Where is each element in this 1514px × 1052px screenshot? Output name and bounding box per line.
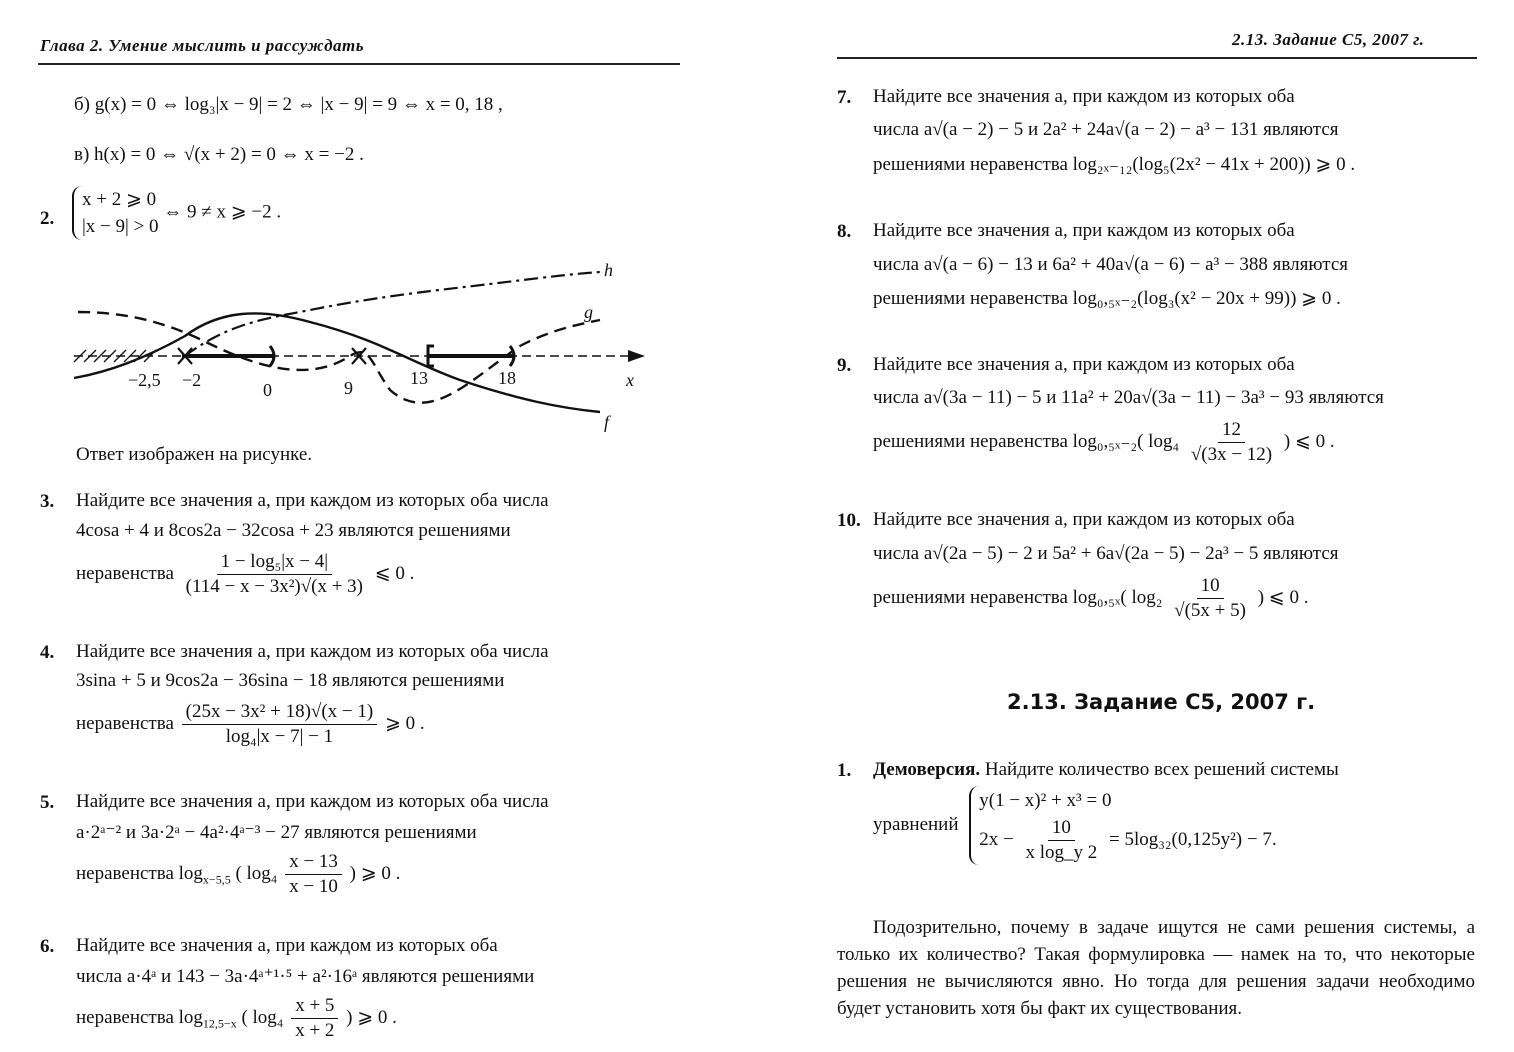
item-6-number: 6.: [40, 936, 55, 957]
item-8-number: 8.: [837, 221, 852, 242]
answer-text: Ответ изображен на рисунке.: [76, 444, 313, 465]
item-7-line-3: решениями неравенства log₂ₓ₋₁₂(log₅(2x² − 41x + 200)) ⩾ 0 .: [873, 154, 1356, 175]
closing-paragraph: Подозрительно, почему в задаче ищутся не сами решения системы, а только их количество? Такая формулировка — намек на то, что некоторые решения не вычисляются явно. Но тогда для решения задачи необходимо будет установить хотя бы факт их существования.: [837, 917, 1475, 1019]
system-line-1: x + 2 ⩾ 0: [82, 189, 157, 210]
right-running-header: 2.13. Задание C5, 2007 г.: [1232, 30, 1425, 49]
item-4-line-3: неравенства $\frac{\text{(25x − 3x² + 18)√(x − 1)}}{\text{log₄|x − 7| − 1}}$ ⩾ 0 .: [76, 701, 425, 747]
left-running-header: Глава 2. Умение мыслить и рассуждать: [40, 36, 364, 55]
item-5-line-3: неравенства $\log_{x-5,5}$ ( log₄ $\frac{x - 13}{x - 10}$ ) ⩾ 0 .: [76, 851, 401, 897]
item-3-number: 3.: [40, 491, 55, 512]
demo-number: 1.: [837, 760, 852, 781]
item-3-fraction: $\frac{\text{1 − log₅|x − 4|}}{\text{(114 − x − 3x²)√(x + 3)}}$: [185, 551, 364, 597]
item-5-number: 5.: [40, 792, 55, 813]
x-axis-arrow: [628, 350, 645, 362]
item-3-line-1: Найдите все значения a, при каждом из которых оба числа: [76, 490, 549, 511]
item-10-line-2: числа a√(2a − 5) − 2 и 5a² + 6a√(2a − 5) − 2a³ − 5 являются: [873, 543, 1339, 564]
item-5-fraction: $\frac{x - 13}{x - 10}$: [285, 850, 342, 899]
item-10-number: 10.: [837, 510, 861, 531]
right-header-rule: [837, 57, 1477, 59]
demo-line-1: Демоверсия. Найдите количество всех решений системы: [873, 759, 1339, 780]
item-4-fraction: $\frac{\text{(25x − 3x² + 18)√(x − 1)}}{\text{log₄|x − 7| − 1}}$: [182, 700, 378, 749]
label-g: g: [584, 302, 593, 322]
item-3-line-2: 4cosa + 4 и 8cos2a − 32cosa + 23 являются решениями: [76, 520, 511, 541]
solution-line-v: в) h(x) = 0 ⇔ √(x + 2) = 0 ⇔ x = −2 .: [74, 144, 364, 165]
item-9-line-2: числа a√(3a − 11) − 5 и 11a² + 20a√(3a − 11) − 3a³ − 93 являются: [873, 387, 1384, 408]
label-9: 9: [344, 378, 353, 398]
item-8-line-3: решениями неравенства log₀,₅ₓ₋₂(log₃(x² − 20x + 99)) ⩾ 0 .: [873, 288, 1341, 309]
section-title: 2.13. Задание C5, 2007 г.: [1007, 690, 1316, 714]
item-7-line-2: числа a√(a − 2) − 5 и 2a² + 24a√(a − 2) − a³ − 131 являются: [873, 119, 1339, 140]
label-x: x: [626, 370, 634, 390]
item-9-line-3: решениями неравенства log₀,₅ₓ₋₂( log₄ $\frac{12}{√(3x - 12)}$ ) ⩽ 0 .: [873, 419, 1335, 465]
item-5-line-1: Найдите все значения a, при каждом из которых оба числа: [76, 791, 549, 812]
demo-eq-2: 2x − $\frac{10}{\text{x log\_y 2}}$ = 5log₃₂(0,125y²) − 7.: [979, 817, 1277, 863]
item-4-line-1: Найдите все значения a, при каждом из которых оба числа: [76, 641, 549, 662]
left-header-rule: [38, 63, 680, 65]
label-18: 18: [498, 368, 516, 388]
item-10-line-1: Найдите все значения a, при каждом из которых оба: [873, 509, 1295, 530]
label-13: 13: [410, 368, 428, 388]
item-3-line-3: неравенства $\frac{\text{1 − log₅|x − 4|}}{\text{(114 − x − 3x²)√(x + 3)}}$ ⩽ 0 .: [76, 551, 415, 597]
item-4-line-2: 3sina + 5 и 9cos2a − 36sina − 18 являются решениями: [76, 670, 505, 691]
item-7-number: 7.: [837, 87, 852, 108]
label-f: f: [604, 412, 610, 432]
item-6-line-1: Найдите все значения a, при каждом из которых оба: [76, 935, 498, 956]
label-minus-2-5: −2,5: [128, 370, 161, 390]
item-8-line-1: Найдите все значения a, при каждом из которых оба: [873, 220, 1295, 241]
system-result: ⇔ 9 ≠ x ⩾ −2 .: [163, 201, 282, 223]
item-7-line-1: Найдите все значения a, при каждом из которых оба: [873, 86, 1295, 107]
solution-line-b: б) g(x) = 0 ⇔ log₃|x − 9| = 2 ⇔ |x − 9| = 9 ⇔ x = 0, 18 ,: [74, 94, 503, 115]
item-9-number: 9.: [837, 355, 852, 376]
item-8-line-2: числа a√(a − 6) − 13 и 6a² + 40a√(a − 6) − a³ − 388 являются: [873, 254, 1349, 275]
item-2-number: 2.: [40, 208, 55, 229]
item-6-line-2: числа a·4ᵃ и 143 − 3a·4ᵃ⁺¹·⁵ + a²·16ᵃ являются решениями: [76, 966, 535, 987]
label-minus-2: −2: [182, 370, 202, 390]
item-9-fraction: $\frac{12}{√(3x - 12)}$: [1190, 419, 1273, 465]
right-page: [757, 0, 1514, 1052]
item-10-line-3: решениями неравенства log₀,₅ₓ( log₂ $\frac{10}{√(5x + 5)}$ ) ⩽ 0 .: [873, 575, 1309, 621]
system-line-2: |x − 9| > 0: [82, 216, 159, 237]
item-5-line-2: a·2ᵃ⁻² и 3a·2ᵃ − 4a²·4ᵃ⁻³ − 27 являются решениями: [76, 822, 477, 843]
item-10-fraction: $\frac{10}{√(5x + 5)}$: [1174, 575, 1246, 621]
label-h: h: [604, 260, 613, 280]
item-6-fraction: $\frac{x + 5}{x + 2}$: [291, 994, 338, 1043]
item-4-number: 4.: [40, 642, 55, 663]
item-9-line-1: Найдите все значения a, при каждом из которых оба: [873, 354, 1295, 375]
demo-system: уравнений y(1 − x)² + x³ = 0 2x − $\frac{10}{\text{x log\_y 2}}$ = 5log₃₂(0,125y²) − 7.: [873, 786, 1277, 865]
demo-eq-1: y(1 − x)² + x³ = 0: [979, 790, 1112, 811]
label-0: 0: [263, 380, 272, 400]
item-2-system: [72, 186, 281, 240]
item-6-line-3: неравенства $\log_{12,5-x}$ ( log₄ $\frac{x + 5}{x + 2}$ ) ⩾ 0 .: [76, 995, 397, 1041]
function-graph: [60, 250, 680, 440]
